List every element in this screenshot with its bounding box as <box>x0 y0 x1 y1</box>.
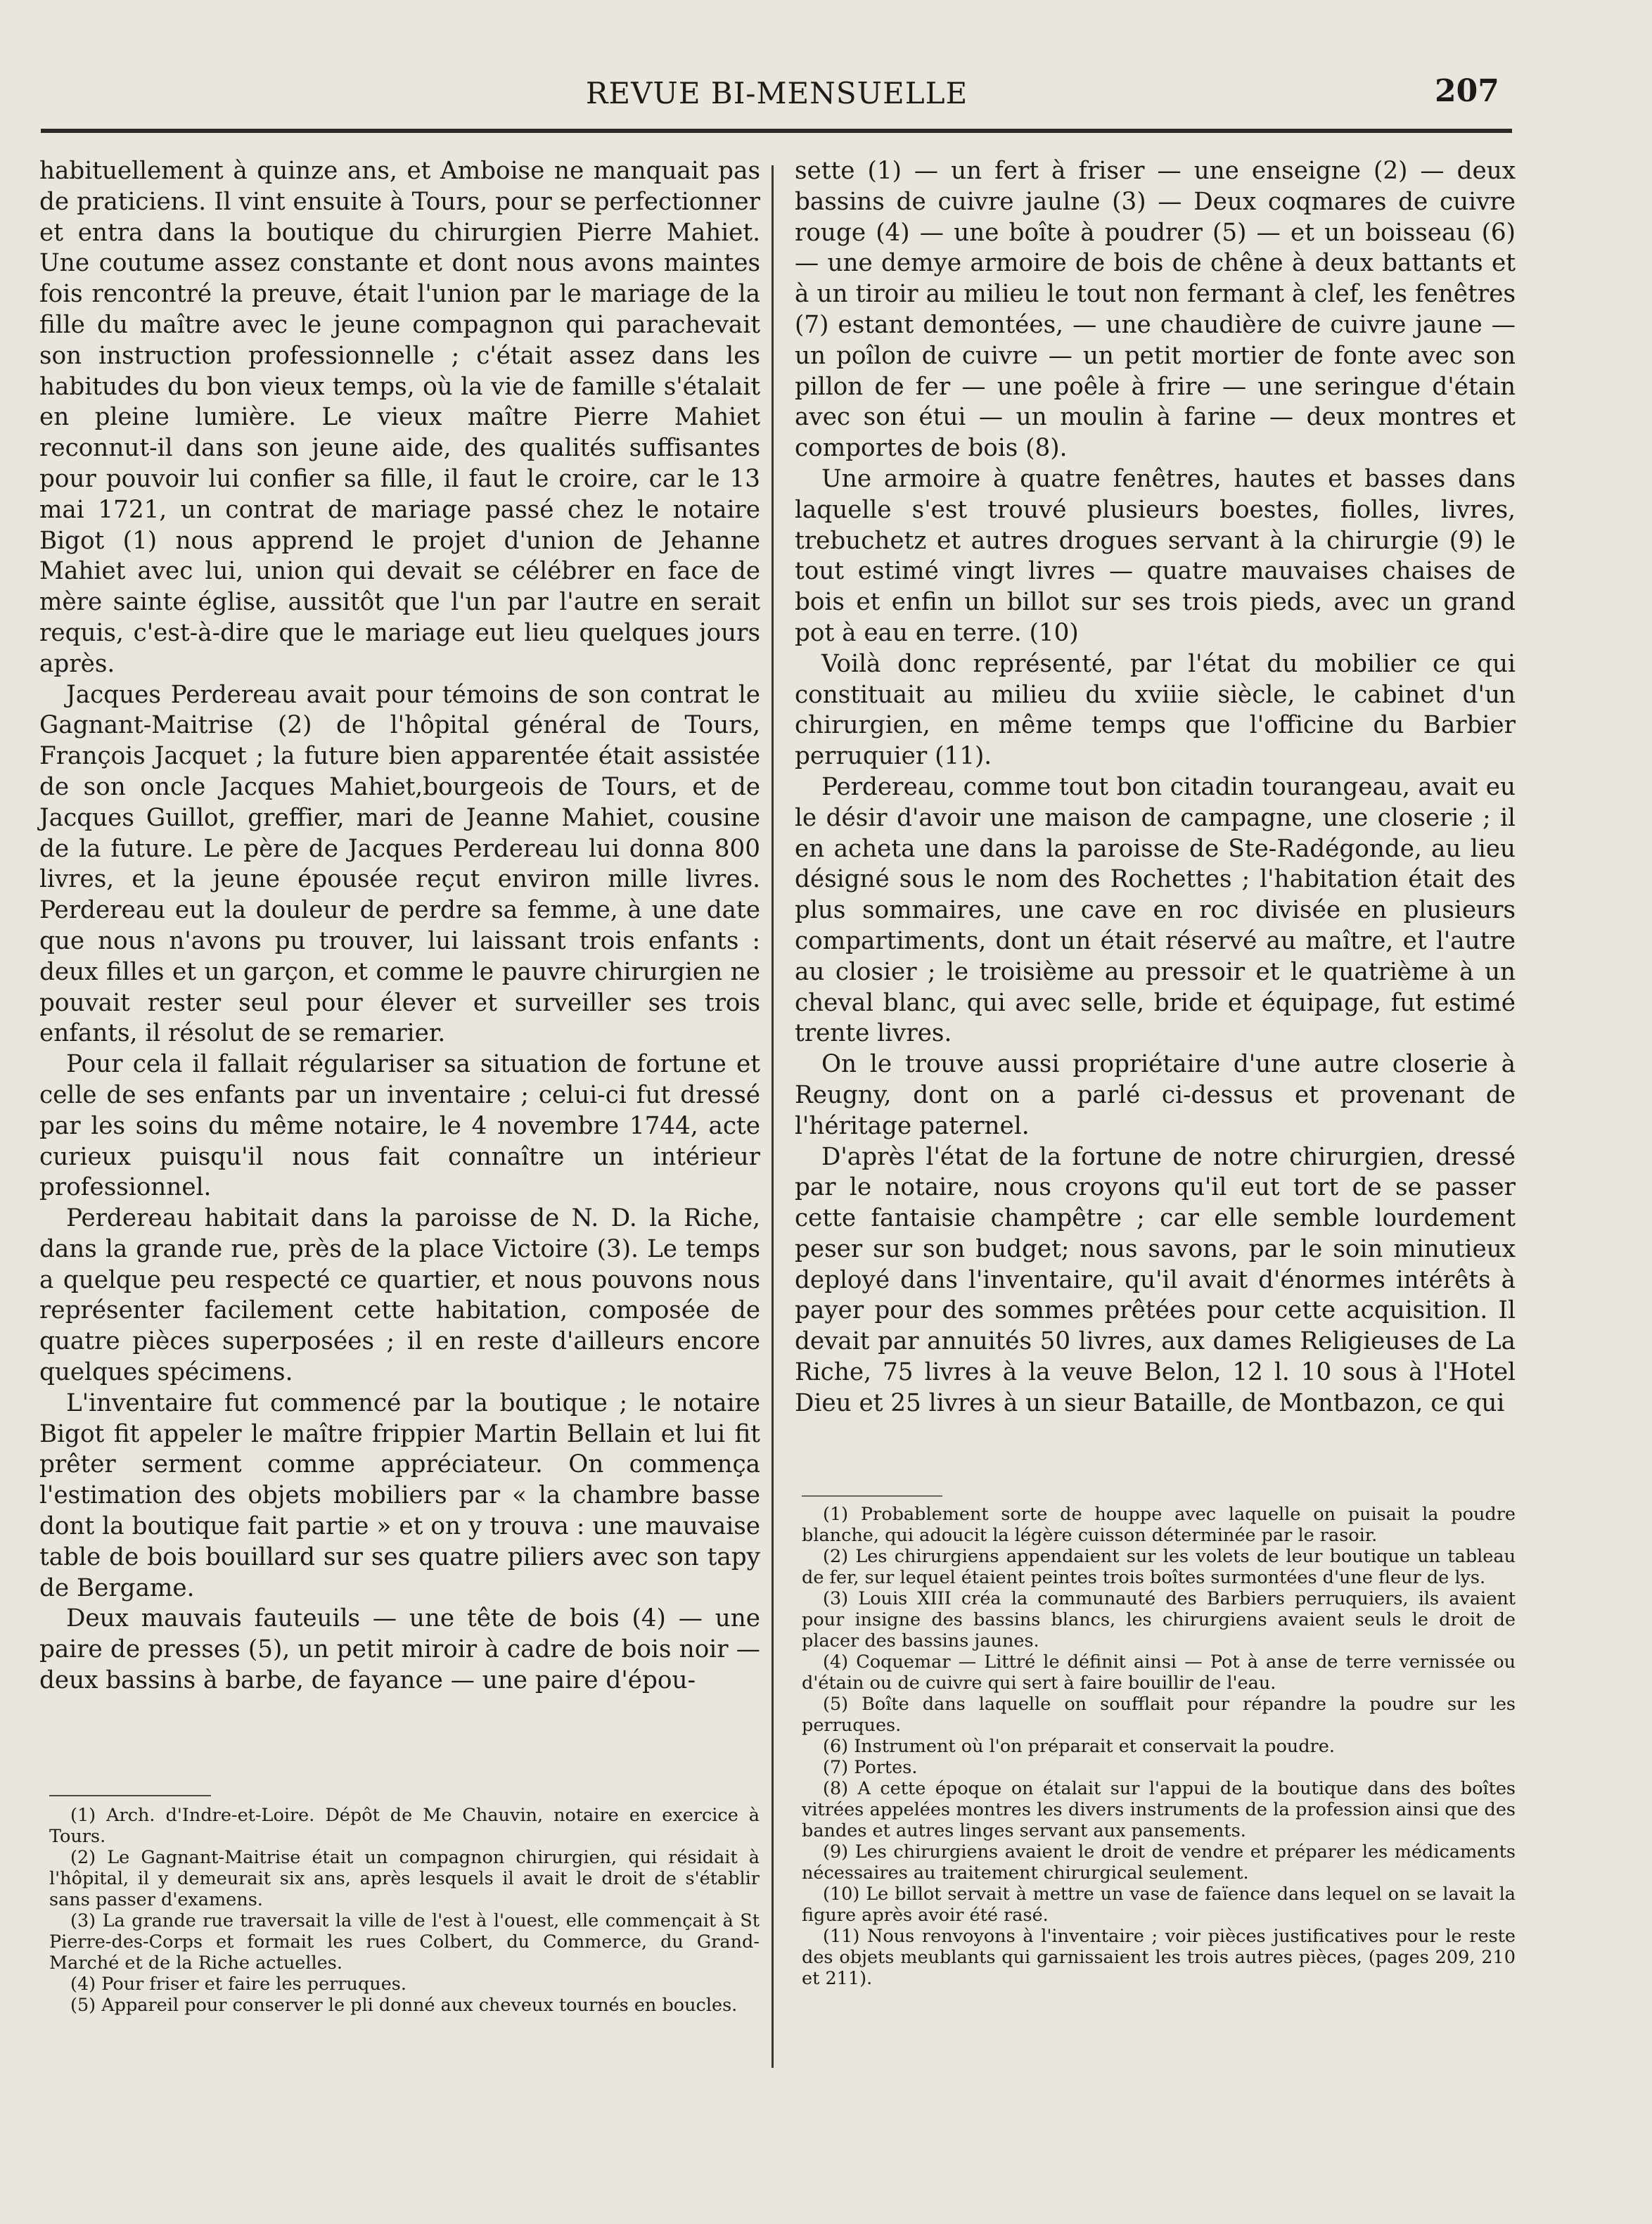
column-rule <box>771 165 774 2068</box>
right-footnotes <box>802 1504 1516 1989</box>
footnote: (1) Arch. d'Indre-et-Loire. Dépôt de Me Chauvin, notaire en exercice à Tours. <box>49 1805 760 1847</box>
paragraph: L'inventaire fut commencé par la boutique ; le notaire Bigot fit appeler le maître frippier Martin Bellain et lui fit prêter serment comme appréciateur. On commença l'estimation des objets mobiliers par « la chambre basse dont la boutique fait partie » et on y trouva : une mauvaise table de bois bouillard sur ses quatre piliers avec son tapy de Bergame. <box>39 1388 760 1602</box>
footnote: (8) A cette époque on étalait sur l'appui de la boutique dans des boîtes vitrées appelées montres les divers instruments de la profession ainsi que des bandes et autres linges servant aux pansements. <box>802 1778 1516 1841</box>
footnote-rule <box>49 1795 211 1796</box>
footnote: (1) Probablement sorte de houppe avec laquelle on puisait la poudre blanche, qui adoucit la légère cuisson déterminée par le rasoir. <box>802 1504 1516 1546</box>
paragraph: D'après l'état de la fortune de notre chirurgien, dressé par le notaire, nous croyons qu'il eut tort de se passer cette fantaisie champêtre ; car elle semble lourdement peser sur son budget; nous savons, par le soin minutieux deployé dans l'inventaire, qu'il avait d'énormes intérêts à payer pour des sommes prêtées pour cette acquisition. Il devait par annuités 50 livres, aux dames Religieuses de La Riche, 75 livres à la veuve Belon, 12 l. 10 sous à l'Hotel Dieu et 25 livres à un sieur Bataille, de Montbazon, ce qui <box>795 1142 1516 1417</box>
paragraph: Pour cela il fallait régulariser sa situation de fortune et celle de ses enfants par un inventaire ; celui-ci fut dressé par les soins du même notaire, le 4 novembre 1744, acte curieux puisqu'il nous fait connaître un intérieur professionnel. <box>39 1050 760 1202</box>
paragraph: Deux mauvais fauteuils — une tête de bois (4) — une paire de presses (5), un petit miroir à cadre de bois noir — deux bassins à barbe, de fayance — une paire d'épou- <box>39 1604 760 1695</box>
left-footnotes <box>49 1805 760 2016</box>
paragraph: sette (1) — un fert à friser — une enseigne (2) — deux bassins de cuivre jaulne (3) — Deux coqmares de cuivre rouge (4) — une boîte à poudrer (5) — et un boisseau (6) — une demye armoire de bois de chêne à deux battants et à un tiroir au milieu le tout non fermant à clef, les fenêtres (7) estant demontées, — une chaudière de cuivre jaune — un poîlon de cuivre — un petit mortier de fonte avec son pillon de fer — une poêle à frire — une seringue d'étain avec son étui — un moulin à farine — deux montres et comportes de bois (8). <box>795 157 1516 463</box>
footnote-rule <box>802 1495 942 1497</box>
paragraph: Voilà donc représenté, par l'état du mobilier ce qui constituait au milieu du xviiie siècle, le cabinet d'un chirurgien, en même temps que l'officine du Barbier perruquier (11). <box>795 649 1516 771</box>
paragraph: Une armoire à quatre fenêtres, hautes et basses dans laquelle s'est trouvé plusieurs boestes, fiolles, livres, trebuchetz et autres drogues servant à la chirurgie (9) le tout estimé vingt livres — quatre mauvaises chaises de bois et enfin un billot sur ses trois pieds, avec un grand pot à eau en terre. (10) <box>795 464 1516 647</box>
right-column <box>795 156 1516 1419</box>
footnote: (6) Instrument où l'on préparait et conservait la poudre. <box>823 1736 1335 1757</box>
paragraph: Perdereau, comme tout bon citadin tourangeau, avait eu le désir d'avoir une maison de campagne, une closerie ; il en acheta une dans la paroisse de Ste-Radégonde, au lieu désigné sous le nom des Rochettes ; l'habitation était des plus sommaires, une cave en roc divisée en plusieurs compartiments, dont un était réservé au maître, et l'autre au closier ; le troisième au pressoir et le quatrième à un cheval blanc, qui avec selle, bride et équipage, fut estimé trente livres. <box>795 772 1516 1048</box>
paragraph: habituellement à quinze ans, et Amboise ne manquait pas de praticiens. Il vint ensuite à Tours, pour se perfectionner et entra dans la boutique du chirurgien Pierre Mahiet. Une coutume assez constante et dont nous avons maintes fois rencontré la preuve, était l'union par le mariage de la fille du maître avec le jeune compagnon qui parachevait son instruction professionnelle ; c'était assez dans les habitudes du bon vieux temps, où la vie de famille s'étalait en pleine lumière. Le vieux maître Pierre Mahiet reconnut-il dans son jeune aide, des qualités suffisantes pour pouvoir lui confier sa fille, il faut le croire, car le 13 mai 1721, un contrat de mariage passé chez le notaire Bigot (1) nous apprend le projet d'union de Jehanne Mahiet avec lui, union qui devait se célébrer en face de mère sainte église, aussitôt que l'un par l'autre en serait requis, c'est-à-dire que le mariage eut lieu quelques jours après. <box>39 157 760 678</box>
footnote: (3) Louis XIII créa la communauté des Barbiers perruquiers, ils avaient pour insigne des bassins blancs, les chirurgiens avaient seuls le droit de placer des bassins jaunes. <box>802 1588 1516 1651</box>
footnote: (4) Coquemar — Littré le définit ainsi — Pot à anse de terre vernissée ou d'étain ou de cuivre qui sert à faire bouillir de l'eau. <box>802 1651 1516 1694</box>
footnote: (5) Boîte dans laquelle on soufflait pour répandre la poudre sur les perruques. <box>802 1694 1516 1736</box>
left-column <box>39 156 760 1696</box>
footnote: (2) Les chirurgiens appendaient sur les volets de leur boutique un tableau de fer, sur lequel étaient peintes trois boîtes surmontées d'une fleur de lys. <box>802 1546 1516 1588</box>
paragraph: On le trouve aussi propriétaire d'une autre closerie à Reugny, dont on a parlé ci-dessus et provenant de l'héritage paternel. <box>795 1050 1516 1140</box>
footnote: (3) La grande rue traversait la ville de l'est à l'ouest, elle commençait à St Pierre-des-Corps et formait les rues Colbert, du Commerce, du Grand-Marché et de la Riche actuelles. <box>49 1910 760 1974</box>
running-head: REVUE BI-MENSUELLE <box>585 76 968 110</box>
paragraph: Jacques Perdereau avait pour témoins de son contrat le Gagnant-Maitrise (2) de l'hôpital général de Tours, François Jacquet ; la future bien apparentée était assistée de son oncle Jacques Mahiet,bourgeois de Tours, et de Jacques Guillot, greffier, mari de Jeanne Mahiet, cousine de la future. Le père de Jacques Perdereau lui donna 800 livres, et la jeune épousée reçut environ mille livres. Perdereau eut la douleur de perdre sa femme, à une date que nous n'avons pu trouver, lui laissant trois enfants : deux filles et un garçon, et comme le pauvre chirurgien ne pouvait rester seul pour élever et surveiller ses trois enfants, il résolut de se remarier. <box>39 680 760 1048</box>
footnote: (7) Portes. <box>823 1757 918 1778</box>
paragraph: Perdereau habitait dans la paroisse de N. D. la Riche, dans la grande rue, près de la place Victoire (3). Le temps a quelque peu respecté ce quartier, et nous pouvons nous représenter facilement cette habitation, composée de quatre pièces superposées ; il en reste d'ailleurs encore quelques spécimens. <box>39 1204 760 1387</box>
footnote: (9) Les chirurgiens avaient le droit de vendre et préparer les médicaments nécessaires au traitement chirurgical seulement. <box>802 1841 1516 1884</box>
footnote: (10) Le billot servait à mettre un vase de faïence dans lequel on se lavait la figure après avoir été rasé. <box>802 1884 1516 1926</box>
page-number: 207 <box>1435 73 1499 109</box>
footnote: (11) Nous renvoyons à l'inventaire ; voir pièces justificatives pour le reste des objets meublants qui garnissaient les trois autres pièces, (pages 209, 210 et 211). <box>802 1926 1516 1989</box>
footnote: (4) Pour friser et faire les perruques. <box>70 1974 406 1995</box>
header-rule <box>41 129 1512 133</box>
footnote: (5) Appareil pour conserver le pli donné aux cheveux tournés en boucles. <box>70 1995 738 2016</box>
footnote: (2) Le Gagnant-Maitrise était un compagnon chirurgien, qui résidait à l'hôpital, il y demeurait six ans, après lesquels il avait le droit de s'établir sans passer d'examens. <box>49 1847 760 1910</box>
